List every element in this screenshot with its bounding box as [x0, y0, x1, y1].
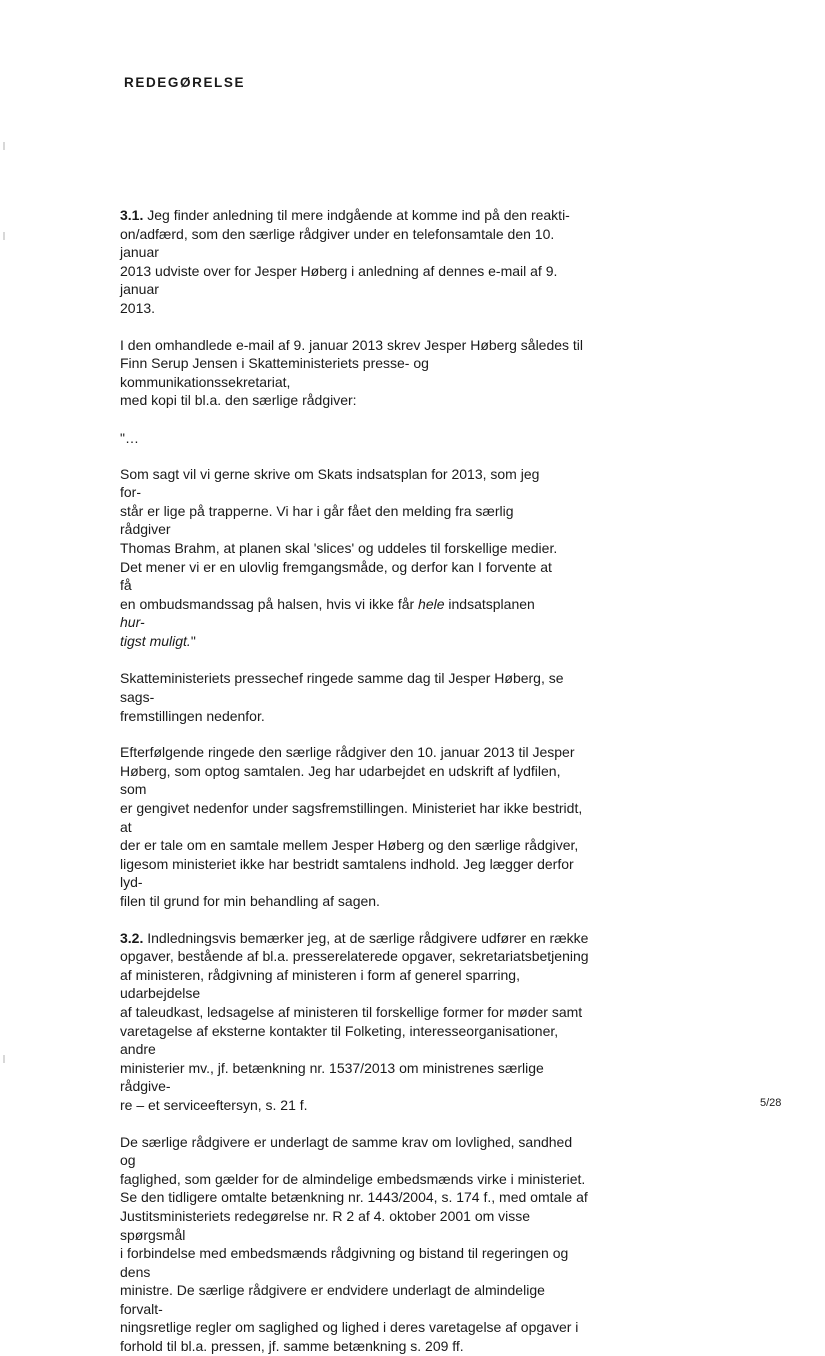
paragraph-text: Indledningsvis bemærker jeg, at de særlige rådgivere udfører en række opgaver, bestående af bl.a. presserelaterede opgaver, sekretariatsbetjening af ministeren, rådgivning af ministeren i form af generel sparring, udarbejdelse af taleudkast, ledsagelse af ministeren til forskellige former for møder samt varetagelse af eksterne kontakter til Folketing, interesseorganisationer, andre ministerier mv., jf. betænkning nr. 1537/2013 om ministrenes særlige rådgive- re – et serviceeftersyn, s. 21 f. — [120, 929, 589, 1113]
paragraph-email: I den omhandlede e-mail af 9. januar 2013 skrev Jesper Høberg således til Finn Serup Jensen i Skatteministeriets presse- og kommunikationssekretariat, med kopi til bl.a. den særlige rådgiver: — [120, 336, 584, 409]
quote-text: indsatsplanen — [444, 595, 535, 612]
paragraph-text: Jeg finder anledning til mere indgående at komme ind på den reakti- on/adfærd, som den særlige rådgiver under en telefonsamtale den 10. januar 2013 udviste over for Jesper Høberg i anledning af dennes e-mail af 9. januar 2013. — [120, 207, 570, 316]
scan-margin-mark — [3, 142, 5, 150]
paragraph-3-2 — [120, 929, 590, 1115]
quote-open-mark: "… — [120, 429, 139, 446]
document-title: REDEGØRELSE — [124, 75, 246, 90]
block-quote — [120, 465, 558, 651]
quote-emphasis: hele — [418, 595, 445, 612]
paragraph-efterfolgende: Efterfølgende ringede den særlige rådgiver den 10. januar 2013 til Jesper Høberg, som optog samtalen. Jeg har udarbejdet en udskrift af lydfilen, som er gengivet nedenfor under sagsfremstillingen. Ministeriet har ikke bestridt, at der er tale om en samtale mellem Jesper Høberg og den særlige rådgiver, ligesom ministeriet ikke har bestridt samtalens indhold. Jeg lægger derfor lyd- filen til grund for min behandling af sagen. — [120, 744, 583, 909]
scan-margin-mark — [3, 232, 5, 240]
section-number: 3.1. — [120, 207, 144, 223]
quote-text: Som sagt vil vi gerne skrive om Skats indsatsplan for 2013, som jeg for- står er lige på trapperne. Vi har i går fået den melding fra særlig rådgiver Thomas Brahm, at planen skal 'slices' og uddeles til forskellige medier. Det mener vi er en ulovlig fremgangsmåde, og derfor kan I forvente at få en ombudsmandssag på halsen, hvis vi ikke får — [120, 465, 558, 612]
page-number: 5/28 — [760, 1097, 782, 1109]
paragraph-pressechef: Skatteministeriets pressechef ringede samme dag til Jesper Høberg, se sags- fremstillingen nedenfor. — [120, 670, 564, 724]
paragraph-krav: De særlige rådgivere er underlagt de samme krav om lovlighed, sandhed og faglighed, som gælder for de almindelige embedsmænds virke i ministeriet. Se den tidligere omtalte betænkning nr. 1443/2004, s. 174 f., med omtale af Justitsministeriets redegørelse nr. R 2 af 4. oktober 2001 om visse spørgsmål i forbindelse med embedsmænds rådgivning og bistand til regeringen og dens ministre. De særlige rådgivere er endvidere underlagt de almindelige forvalt- ningsretlige regler om saglighed og lighed i deres varetagelse af opgaver i forhold til bl.a. pressen, jf. samme betænkning s. 209 ff. — [120, 1133, 588, 1355]
quote-close-mark: " — [190, 632, 196, 649]
section-number: 3.2. — [120, 929, 144, 946]
quote-emphasis: hur- tigst muligt. — [120, 614, 191, 649]
document-body — [120, 206, 590, 1356]
scan-margin-mark — [3, 1055, 5, 1063]
paragraph-3-1 — [120, 206, 590, 318]
